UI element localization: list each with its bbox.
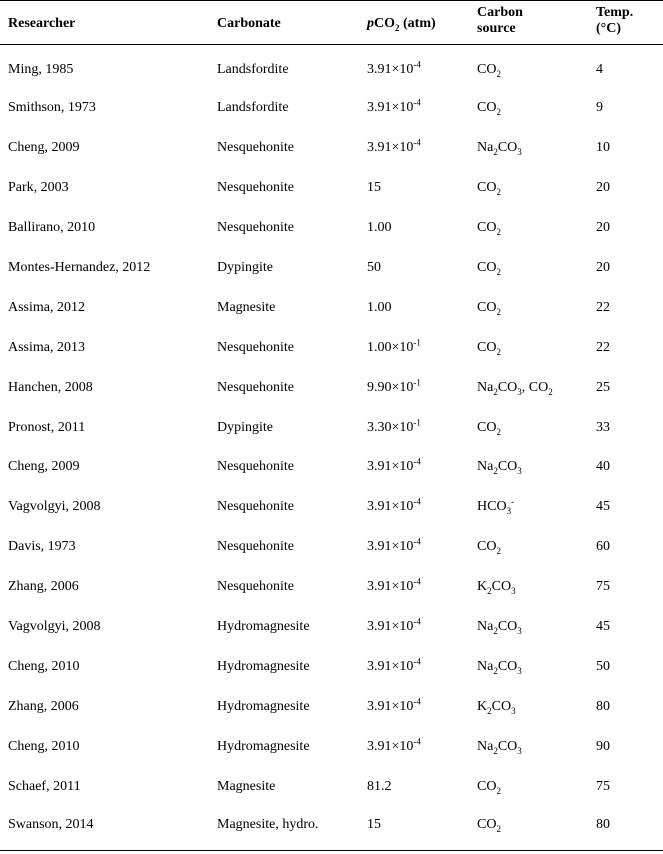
carbon-source-part: 2 bbox=[496, 426, 501, 437]
cell-carbonate: Nesquehonite bbox=[217, 379, 294, 395]
header-pco2 bbox=[359, 1, 469, 45]
header-carbonate bbox=[209, 1, 359, 45]
cell-temp: 25 bbox=[596, 379, 610, 395]
carbon-source-part: CO bbox=[497, 140, 518, 156]
cell-pco2 bbox=[359, 368, 469, 408]
table-row bbox=[0, 45, 663, 89]
cell-carbon-source bbox=[469, 208, 588, 248]
carbon-source-part: CO bbox=[477, 778, 497, 794]
cell-pco2 bbox=[359, 45, 469, 89]
cell-temp: 80 bbox=[588, 807, 663, 851]
pco2-exponent: -4 bbox=[413, 616, 421, 627]
carbon-source-part: 3 bbox=[511, 585, 516, 596]
carbon-source-part: , CO bbox=[521, 379, 549, 395]
carbon-source-part: 3 bbox=[517, 625, 522, 636]
table-row bbox=[0, 168, 663, 208]
table-row bbox=[0, 288, 663, 328]
carbon-source-part: CO bbox=[477, 220, 497, 236]
cell-carbonate: Nesquehonite bbox=[217, 339, 294, 355]
table-row bbox=[0, 248, 663, 288]
pco2-base: 3.91×10 bbox=[367, 658, 414, 674]
cell-carbon-source bbox=[469, 767, 588, 807]
pco2-exponent: -4 bbox=[413, 97, 421, 108]
cell-temp: 22 bbox=[596, 339, 610, 355]
pco2-base: 3.91×10 bbox=[367, 100, 414, 116]
carbon-source-part: 2 bbox=[496, 785, 501, 796]
carbon-source-part: 3 bbox=[506, 506, 512, 517]
header-carbon-source-line1: Carbon bbox=[477, 5, 523, 20]
cell-carbon-source bbox=[469, 487, 588, 527]
table-header-row bbox=[0, 1, 663, 45]
pco2-exponent: -4 bbox=[413, 576, 421, 587]
pco2-exponent: -4 bbox=[413, 496, 421, 507]
cell-carbonate: Hydromagnesite bbox=[217, 738, 310, 754]
cell-carbon-source bbox=[469, 607, 588, 647]
pco2-base: 1.00 bbox=[367, 299, 392, 315]
pco2-base: 3.91×10 bbox=[367, 140, 414, 156]
cell-carbonate: Hydromagnesite bbox=[217, 619, 310, 635]
cell-researcher: Cheng, 2009 bbox=[8, 140, 80, 156]
pco2-exponent: -4 bbox=[413, 137, 421, 148]
header-researcher-label: Researcher bbox=[8, 16, 76, 31]
carbon-source-part: Na bbox=[477, 658, 494, 674]
cell-pco2 bbox=[359, 487, 469, 527]
cell-researcher: Montes-Hernandez, 2012 bbox=[8, 260, 151, 275]
carbon-source-part: 3 bbox=[517, 386, 522, 397]
carbon-source-part: - bbox=[511, 496, 515, 507]
cell-carbon-source bbox=[469, 727, 588, 767]
pco2-base: 1.00 bbox=[367, 220, 392, 236]
cell-carbonate: Nesquehonite bbox=[217, 140, 294, 156]
cell-temp: 22 bbox=[596, 299, 610, 315]
cell-carbon-source bbox=[469, 647, 588, 687]
carbon-source-part: 2 bbox=[496, 346, 501, 357]
cell-carbonate: Nesquehonite bbox=[217, 579, 294, 595]
cell-temp: 20 bbox=[596, 260, 610, 275]
carbon-source-part: Na bbox=[477, 140, 494, 156]
cell-researcher: Schaef, 2011 bbox=[8, 778, 81, 794]
cell-carbonate: Nesquehonite bbox=[217, 539, 294, 555]
carbon-source-part: CO bbox=[497, 658, 518, 674]
cell-researcher: Cheng, 2010 bbox=[8, 738, 80, 754]
cell-researcher: Swanson, 2014 bbox=[0, 807, 209, 851]
carbon-source-part: HCO bbox=[477, 499, 507, 515]
carbon-source-part: CO bbox=[477, 539, 497, 555]
cell-carbon-source bbox=[469, 89, 588, 129]
header-carbonate-label: Carbonate bbox=[217, 16, 281, 31]
cell-researcher: Assima, 2013 bbox=[8, 339, 85, 355]
carbon-source-part: 2 bbox=[496, 107, 501, 118]
header-researcher bbox=[0, 1, 209, 45]
carbon-source-part: CO bbox=[491, 579, 512, 595]
table-row bbox=[0, 807, 663, 851]
carbon-source-part: 2 bbox=[496, 226, 501, 237]
cell-pco2 bbox=[359, 448, 469, 488]
table-row bbox=[0, 567, 663, 607]
cell-temp: 33 bbox=[596, 419, 610, 435]
carbon-source-part: Na bbox=[477, 379, 494, 395]
carbon-source-part: Na bbox=[477, 619, 494, 635]
cell-carbonate: Nesquehonite bbox=[217, 499, 294, 515]
pco2-base: 3.91×10 bbox=[367, 459, 414, 475]
cell-temp: 50 bbox=[596, 658, 610, 674]
header-carbon-source-line2: source bbox=[477, 21, 516, 36]
cell-temp: 9 bbox=[596, 100, 603, 116]
cell-pco2 bbox=[359, 687, 469, 727]
cell-carbonate: Hydromagnesite bbox=[217, 698, 310, 714]
pco2-exponent: -4 bbox=[413, 456, 421, 467]
pco2-base: 3.91×10 bbox=[367, 619, 414, 635]
cell-researcher: Hanchen, 2008 bbox=[8, 379, 93, 395]
table-row bbox=[0, 448, 663, 488]
cell-pco2 bbox=[359, 248, 469, 288]
cell-temp: 75 bbox=[596, 579, 610, 595]
carbon-source-part: 3 bbox=[511, 705, 516, 716]
pco2-exponent: -1 bbox=[413, 416, 421, 427]
pco2-base: 3.91×10 bbox=[367, 698, 414, 714]
cell-researcher: Cheng, 2010 bbox=[8, 658, 80, 674]
cell-carbonate: Magnesite bbox=[217, 778, 276, 794]
cell-carbonate: Magnesite, hydro. bbox=[209, 807, 359, 851]
carbon-source-part: CO bbox=[477, 180, 497, 196]
pco2-exponent: -4 bbox=[413, 536, 421, 547]
cell-researcher: Zhang, 2006 bbox=[8, 579, 79, 595]
pco2-base: 3.91×10 bbox=[367, 61, 414, 77]
carbon-source-part: 2 bbox=[493, 386, 498, 397]
cell-carbonate: Magnesite bbox=[217, 299, 276, 315]
carbon-source-part: CO bbox=[497, 738, 518, 754]
pco2-base: 15 bbox=[367, 180, 381, 196]
carbon-source-part: CO bbox=[477, 299, 497, 315]
pco2-base: 9.90×10 bbox=[367, 379, 414, 395]
cell-carbonate: Nesquehonite bbox=[217, 180, 294, 196]
cell-temp: 45 bbox=[596, 619, 610, 635]
cell-pco2 bbox=[359, 408, 469, 448]
cell-carbonate: Landsfordite bbox=[217, 100, 289, 116]
table-row bbox=[0, 647, 663, 687]
cell-researcher: Smithson, 1973 bbox=[8, 100, 96, 116]
header-temp bbox=[588, 1, 663, 45]
cell-carbon-source bbox=[469, 807, 588, 851]
cell-pco2 bbox=[359, 288, 469, 328]
cell-researcher: Cheng, 2009 bbox=[8, 459, 80, 475]
header-pco2-main: CO bbox=[374, 16, 395, 31]
carbon-source-part: 2 bbox=[496, 187, 501, 198]
header-temp-line2: (°C) bbox=[596, 21, 622, 36]
table-row bbox=[0, 727, 663, 767]
cell-carbonate: Hydromagnesite bbox=[217, 658, 310, 674]
cell-researcher: Ming, 1985 bbox=[8, 61, 74, 77]
table-row bbox=[0, 89, 663, 129]
cell-carbon-source bbox=[469, 527, 588, 567]
cell-pco2 bbox=[359, 128, 469, 168]
cell-pco2 bbox=[359, 767, 469, 807]
pco2-base: 81.2 bbox=[367, 778, 392, 794]
carbon-source-part: 2 bbox=[493, 466, 498, 477]
carbon-source-part: 3 bbox=[517, 665, 522, 676]
cell-temp: 75 bbox=[596, 778, 610, 794]
cell-carbonate: Landsfordite bbox=[217, 61, 289, 77]
cell-researcher: Davis, 1973 bbox=[8, 539, 76, 555]
cell-carbonate: Nesquehonite bbox=[217, 220, 294, 236]
cell-temp: 45 bbox=[596, 499, 610, 515]
carbon-source-part: Na bbox=[477, 738, 494, 754]
cell-carbon-source bbox=[469, 168, 588, 208]
carbon-source-part: 2 bbox=[493, 147, 498, 158]
carbon-source-part: 2 bbox=[487, 705, 492, 716]
pco2-exponent: -4 bbox=[413, 736, 421, 747]
cell-temp: 90 bbox=[596, 738, 610, 754]
header-pco2-prefix: p bbox=[367, 16, 374, 31]
pco2-exponent: -4 bbox=[413, 59, 421, 70]
carbon-source-part: Na bbox=[477, 459, 494, 475]
carbon-source-part: 2 bbox=[496, 546, 501, 557]
table-row bbox=[0, 487, 663, 527]
pco2-base: 15 bbox=[367, 817, 381, 833]
cell-pco2 bbox=[359, 168, 469, 208]
pco2-base: 3.91×10 bbox=[367, 579, 414, 595]
carbon-source-part: 2 bbox=[487, 585, 492, 596]
cell-researcher: Vagvolgyi, 2008 bbox=[8, 499, 101, 515]
cell-temp: 80 bbox=[596, 698, 610, 714]
pco2-base: 3.30×10 bbox=[367, 419, 414, 435]
carbon-source-part: CO bbox=[477, 817, 497, 833]
cell-carbon-source bbox=[469, 567, 588, 607]
table-row bbox=[0, 767, 663, 807]
cell-researcher: Zhang, 2006 bbox=[8, 698, 79, 714]
cell-pco2 bbox=[359, 89, 469, 129]
header-pco2-sub: 2 bbox=[395, 22, 400, 33]
table-body bbox=[0, 45, 663, 851]
cell-pco2 bbox=[359, 527, 469, 567]
cell-researcher: Pronost, 2011 bbox=[8, 419, 86, 435]
table-row bbox=[0, 208, 663, 248]
cell-carbon-source bbox=[469, 328, 588, 368]
cell-pco2 bbox=[359, 807, 469, 851]
carbon-source-part: 2 bbox=[496, 824, 501, 835]
carbon-source-part: CO bbox=[477, 100, 497, 116]
carbon-source-part: 2 bbox=[493, 665, 498, 676]
carbon-source-part: K bbox=[477, 579, 488, 595]
pco2-base: 1.00×10 bbox=[367, 339, 414, 355]
carbon-source-part: CO bbox=[491, 698, 512, 714]
cell-temp: 10 bbox=[596, 140, 610, 156]
carbon-source-part: 3 bbox=[517, 745, 522, 756]
cell-pco2 bbox=[359, 208, 469, 248]
pco2-exponent: -4 bbox=[413, 656, 421, 667]
carbon-source-part: 2 bbox=[496, 266, 501, 277]
cell-carbon-source bbox=[469, 288, 588, 328]
cell-pco2 bbox=[359, 647, 469, 687]
carbon-source-part: 3 bbox=[517, 147, 522, 158]
header-pco2-suffix: (atm) bbox=[399, 16, 436, 31]
table-row bbox=[0, 328, 663, 368]
cell-carbon-source bbox=[469, 45, 588, 89]
cell-temp: 60 bbox=[596, 539, 610, 555]
cell-researcher: Vagvolgyi, 2008 bbox=[8, 619, 101, 635]
table-row bbox=[0, 128, 663, 168]
cell-carbon-source bbox=[469, 248, 588, 288]
cell-carbonate: Dypingite bbox=[217, 419, 273, 435]
header-temp-line1: Temp. bbox=[596, 5, 634, 20]
table-row bbox=[0, 368, 663, 408]
cell-temp: 20 bbox=[596, 220, 610, 236]
carbon-source-part: CO bbox=[477, 419, 497, 435]
cell-carbon-source bbox=[469, 128, 588, 168]
cell-pco2 bbox=[359, 567, 469, 607]
cell-pco2 bbox=[359, 607, 469, 647]
cell-pco2 bbox=[359, 328, 469, 368]
pco2-exponent: -4 bbox=[413, 696, 421, 707]
carbon-source-part: CO bbox=[497, 379, 518, 395]
pco2-base: 50 bbox=[367, 260, 381, 275]
carbon-source-part: 2 bbox=[493, 625, 498, 636]
cell-temp: 4 bbox=[596, 61, 603, 77]
table-row bbox=[0, 527, 663, 567]
cell-carbon-source bbox=[469, 408, 588, 448]
cell-researcher: Ballirano, 2010 bbox=[8, 220, 96, 236]
carbon-source-part: 2 bbox=[496, 68, 501, 79]
carbon-source-part: 2 bbox=[548, 386, 553, 397]
pco2-exponent: -1 bbox=[413, 337, 421, 348]
carbon-source-part: CO bbox=[477, 61, 497, 77]
table-row bbox=[0, 408, 663, 448]
carbon-source-part: CO bbox=[497, 459, 518, 475]
cell-carbon-source bbox=[469, 368, 588, 408]
cell-temp: 40 bbox=[596, 459, 610, 475]
cell-carbon-source bbox=[469, 687, 588, 727]
pco2-exponent: -1 bbox=[413, 377, 421, 388]
table-row bbox=[0, 687, 663, 727]
table-row bbox=[0, 607, 663, 647]
cell-researcher: Park, 2003 bbox=[8, 180, 69, 196]
carbon-source-part: CO bbox=[477, 339, 497, 355]
cell-carbonate: Nesquehonite bbox=[217, 459, 294, 475]
cell-researcher: Assima, 2012 bbox=[8, 299, 85, 315]
cell-temp: 20 bbox=[596, 180, 610, 196]
cell-pco2 bbox=[359, 727, 469, 767]
pco2-base: 3.91×10 bbox=[367, 738, 414, 754]
carbon-source-part: K bbox=[477, 698, 488, 714]
carbon-source-part: CO bbox=[477, 260, 497, 275]
pco2-base: 3.91×10 bbox=[367, 539, 414, 555]
cell-carbon-source bbox=[469, 448, 588, 488]
carbon-source-part: 3 bbox=[517, 466, 522, 477]
cell-carbonate: Dypingite bbox=[217, 260, 273, 275]
carbon-source-part: 2 bbox=[496, 306, 501, 317]
carbon-source-part: 2 bbox=[493, 745, 498, 756]
header-carbon-source bbox=[469, 1, 588, 45]
pco2-base: 3.91×10 bbox=[367, 499, 414, 515]
carbon-source-part: CO bbox=[497, 619, 518, 635]
